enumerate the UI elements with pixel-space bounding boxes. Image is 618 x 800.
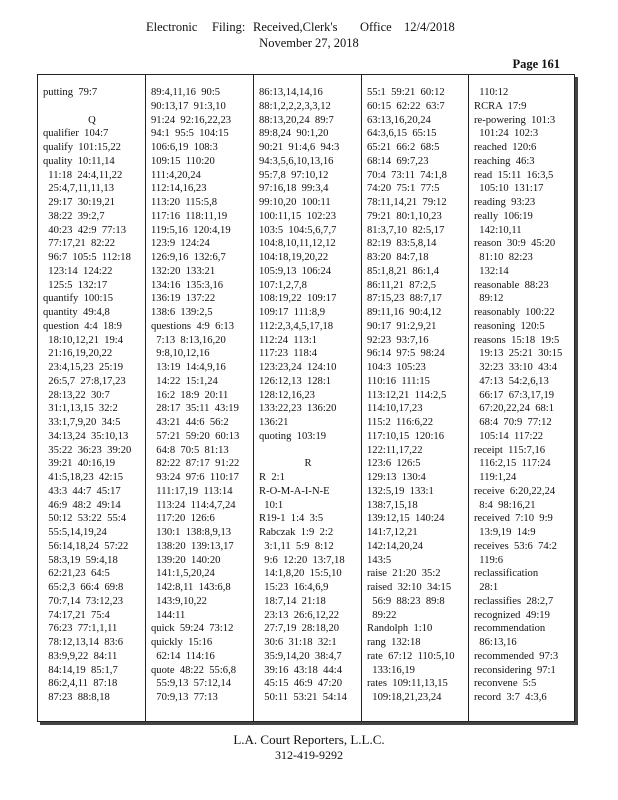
index-entry: 142:10,11 — [474, 224, 522, 236]
index-entry: quickly 15:16 — [151, 637, 213, 648]
index-entry: 96:14 97:5 98:24 — [367, 348, 445, 360]
index-entry: 89:8,24 90:1,20 — [259, 128, 329, 140]
index-entry: 112:2,3,4,5,17,18 — [259, 320, 334, 332]
section-letter: R — [304, 458, 312, 470]
column-divider — [361, 75, 362, 721]
index-entry: Randolph 1:10 — [367, 623, 433, 635]
index-entry: 129:13 130:4 — [367, 472, 426, 483]
index-entry: 23:4,15,23 25:19 — [43, 362, 124, 373]
index-entry: 62:14 114:16 — [151, 650, 215, 662]
index-entry: 142:14,20,24 — [367, 540, 423, 552]
index-entry: 104:8,10,11,12,12 — [259, 238, 336, 250]
index-entry: 141:1,5,20,24 — [151, 568, 215, 580]
index-entry: qualifier 104:7 — [43, 128, 109, 140]
index-entry: 46:9 48:2 49:14 — [43, 499, 121, 511]
index-entry: 95:7,8 97:10,12 — [259, 169, 329, 181]
court-reporter-phone: 312-419-9292 — [275, 748, 343, 762]
index-entry: 128:12,16,23 — [259, 389, 315, 401]
index-entry: 88:1,2,2,2,3,3,12 — [259, 100, 331, 112]
index-entry: 123:9 124:24 — [151, 238, 210, 250]
index-entry: quoting 103:19 — [259, 430, 327, 442]
index-entry: 138:7,15,18 — [367, 499, 418, 511]
index-entry: 132:5,19 133:1 — [367, 485, 434, 497]
index-entry: 63:13,16,20,24 — [367, 114, 431, 126]
index-entry: 43:3 44:7 45:17 — [43, 485, 121, 497]
column-divider — [145, 75, 146, 721]
index-entry: 28:17 35:11 43:19 — [151, 403, 239, 415]
index-entry: 105:9,13 106:24 — [259, 265, 332, 277]
index-entry: 111:4,20,24 — [151, 169, 201, 181]
index-entry: 108:19,22 109:17 — [259, 293, 337, 305]
page-number: Page 161 — [512, 57, 560, 71]
index-entry: 87:23 88:8,18 — [43, 692, 110, 703]
index-entry: 50:11 53:21 54:14 — [259, 692, 347, 703]
index-entry: 94:1 95:5 104:15 — [151, 128, 229, 140]
index-entry: 139:12,15 140:24 — [367, 513, 445, 525]
stamp-office: Office — [360, 20, 392, 34]
index-entry: 13:19 14:4,9,16 — [151, 362, 226, 373]
index-entry: R 2:1 — [259, 472, 285, 483]
index-column-3 — [255, 87, 361, 717]
index-entry: 115:2 116:6,22 — [367, 417, 434, 428]
index-entry: 68:14 69:7,23 — [367, 155, 429, 167]
index-entry: 117:16 118:11,19 — [151, 210, 228, 222]
index-entry: 116:2,15 117:24 — [474, 458, 551, 470]
index-entry: 89:11,16 90:4,12 — [367, 307, 442, 318]
index-entry: 94:3,5,6,10,13,16 — [259, 155, 334, 167]
index-entry: receipt 115:7,16 — [474, 444, 546, 456]
index-entry: putting 79:7 — [43, 87, 98, 98]
index-entry: R-O-M-A-I-N-E — [259, 485, 330, 497]
index-entry: reached 120:6 — [474, 142, 537, 153]
index-entry: 32:23 33:10 43:4 — [474, 362, 557, 373]
index-entry: 100:11,15 102:23 — [259, 210, 337, 222]
index-entry: 28:1 — [474, 582, 499, 593]
index-entry: 143:5 — [367, 554, 392, 566]
index-entry: 109:15 110:20 — [151, 155, 215, 167]
index-entry: 125:5 132:17 — [43, 279, 108, 291]
index-entry: 91:24 92:16,22,23 — [151, 114, 232, 126]
index-entry: 99:10,20 100:11 — [259, 197, 331, 208]
index-entry: 50:12 53:22 55:4 — [43, 513, 126, 525]
index-entry: received 7:10 9:9 — [474, 513, 553, 525]
index-entry: 8:4 98:16,21 — [474, 499, 536, 511]
index-entry: reasoning 120:5 — [474, 320, 545, 332]
index-column-5 — [470, 87, 575, 717]
index-entry: 26:5,7 27:8,17,23 — [43, 375, 126, 387]
index-entry: 105:14 117:22 — [474, 430, 544, 442]
index-entry: reasons 15:18 19:5 — [474, 334, 560, 346]
index-entry: 117:23 118:4 — [259, 348, 318, 360]
index-entry: reasonably 100:22 — [474, 307, 555, 318]
index-entry: 62:21,23 64:5 — [43, 568, 110, 580]
index-entry: 101:24 102:3 — [474, 128, 539, 140]
index-column-4 — [363, 87, 468, 717]
index-entry: 60:15 62:22 63:7 — [367, 100, 445, 112]
index-entry: 65:21 66:2 68:5 — [367, 142, 440, 153]
index-entry: 81:10 82:23 — [474, 252, 533, 263]
index-entry: 110:16 111:15 — [367, 375, 430, 387]
index-entry: 16:2 18:9 20:11 — [151, 389, 229, 401]
index-entry: 130:1 138:8,9,13 — [151, 527, 232, 538]
index-entry: 70:9,13 77:13 — [151, 692, 218, 703]
index-entry: 86:2,4,11 87:18 — [43, 678, 118, 690]
index-entry: 10:1 — [259, 499, 284, 511]
index-entry: raised 32:10 34:15 — [367, 582, 452, 593]
index-entry: 112:24 113:1 — [259, 334, 318, 346]
index-entry: 56:14,18,24 57:22 — [43, 540, 129, 552]
index-entry: 86:11,21 87:2,5 — [367, 279, 437, 291]
index-entry: rates 109:11,13,15 — [367, 678, 448, 690]
index-entry: 64:3,6,15 65:15 — [367, 128, 437, 140]
index-entry: 90:21 91:4,6 94:3 — [259, 142, 340, 153]
index-entry: 86:13,16 — [474, 637, 517, 648]
index-entry: 90:17 91:2,9,21 — [367, 320, 437, 332]
stamp-date: 12/4/2018 — [404, 20, 455, 34]
index-entry: 68:4 70:9 77:12 — [474, 417, 552, 428]
index-entry: quality 10:11,14 — [43, 155, 115, 167]
index-entry: receive 6:20,22,24 — [474, 485, 556, 497]
index-entry: 19:13 25:21 30:15 — [474, 348, 563, 360]
index-entry: 14:1,8,20 15:5,10 — [259, 568, 342, 580]
index-entry: 143:9,10,22 — [151, 595, 207, 607]
word-index-box — [37, 74, 575, 722]
index-entry: 35:9,14,20 38:4,7 — [259, 650, 342, 662]
index-entry: 123:14 124:22 — [43, 265, 113, 277]
index-entry: 117:20 126:6 — [151, 513, 215, 525]
index-entry: 126:12,13 128:1 — [259, 375, 332, 387]
index-entry: 133:22,23 136:20 — [259, 403, 337, 415]
index-entry: 55:9,13 57:12,14 — [151, 678, 232, 690]
index-entry: 78:12,13,14 83:6 — [43, 637, 124, 648]
index-entry: 90:13,17 91:3,10 — [151, 100, 226, 112]
index-entry: 40:23 42:9 77:13 — [43, 224, 126, 236]
index-entry: 119:6 — [474, 554, 504, 566]
index-entry: 39:21 40:16,19 — [43, 458, 116, 470]
index-entry: 70:4 73:11 74:1,8 — [367, 169, 447, 181]
index-entry: questions 4:9 6:13 — [151, 320, 234, 332]
index-entry: receives 53:6 74:2 — [474, 540, 557, 552]
index-entry: 55:5,14,19,24 — [43, 527, 107, 538]
index-entry: reaching 46:3 — [474, 155, 535, 167]
index-entry: record 3:7 4:3,6 — [474, 692, 547, 703]
index-entry: quantify 100:15 — [43, 293, 114, 305]
index-entry: 142:8,11 143:6,8 — [151, 582, 231, 593]
index-entry: 64:8 70:5 81:13 — [151, 444, 229, 456]
index-entry: 74:17,21 75:4 — [43, 609, 110, 621]
index-entry: rate 67:12 110:5,10 — [367, 650, 455, 662]
index-entry: 113:24 114:4,7,24 — [151, 499, 236, 511]
index-entry: 113:12,21 114:2,5 — [367, 389, 447, 401]
index-entry: 133:16,19 — [367, 664, 415, 676]
index-entry: 87:15,23 88:7,17 — [367, 293, 442, 305]
index-entry: 83:9,9,22 84:11 — [43, 650, 118, 662]
index-entry: quote 48:22 55:6,8 — [151, 664, 237, 676]
index-entry: recommendation — [474, 623, 546, 635]
index-entry: reconvene 5:5 — [474, 678, 537, 690]
stamp-electronic: Electronic — [146, 20, 198, 34]
index-entry: 78:11,14,21 79:12 — [367, 197, 447, 208]
index-entry: rang 132:18 — [367, 637, 421, 648]
index-entry: 21:16,19,20,22 — [43, 348, 113, 360]
column-divider — [253, 75, 254, 721]
index-entry: 74:20 75:1 77:5 — [367, 183, 440, 195]
index-entry: 3:1,11 5:9 8:12 — [259, 540, 334, 552]
index-entry: Rabczak 1:9 2:2 — [259, 527, 334, 538]
index-entry: 139:20 140:20 — [151, 554, 221, 566]
index-entry: 134:16 135:3,16 — [151, 279, 224, 291]
section-letter: Q — [88, 114, 96, 126]
index-entry: 7:13 8:13,16,20 — [151, 334, 226, 346]
index-entry: 25:4,7,11,11,13 — [43, 183, 115, 195]
index-entry: recommended 97:3 — [474, 650, 559, 662]
index-entry: 84:14,19 85:1,7 — [43, 664, 118, 676]
index-entry: 47:13 54:2,6,13 — [474, 375, 549, 387]
index-entry: 77:17,21 82:22 — [43, 238, 116, 250]
index-entry: quick 59:24 73:12 — [151, 623, 234, 635]
index-entry: 106:6,19 108:3 — [151, 142, 218, 153]
index-entry: 45:15 46:9 47:20 — [259, 678, 342, 690]
index-entry: 132:20 133:21 — [151, 265, 216, 277]
court-reporter-name: L.A. Court Reporters, L.L.C. — [233, 732, 385, 747]
index-entry: 89:4,11,16 90:5 — [151, 87, 221, 98]
index-entry: 89:22 — [367, 609, 397, 621]
index-entry: 70:7,14 73:12,23 — [43, 595, 124, 607]
index-entry: 110:12 — [474, 87, 509, 98]
index-entry: 141:7,12,21 — [367, 527, 418, 538]
index-entry: 109:17 111:8,9 — [259, 307, 326, 318]
index-entry: re-powering 101:3 — [474, 114, 556, 126]
index-entry: 56:9 88:23 89:8 — [367, 595, 445, 607]
index-entry: 34:13,24 35:10,13 — [43, 430, 129, 442]
index-entry: 39:16 43:18 44:4 — [259, 664, 342, 676]
index-entry: 136:19 137:22 — [151, 293, 216, 305]
stamp-received: Received,Clerk's — [253, 20, 338, 34]
index-entry: R19-1 1:4 3:5 — [259, 513, 324, 525]
index-entry: 119:5,16 120:4,19 — [151, 224, 231, 236]
index-entry: 89:12 — [474, 293, 504, 305]
index-entry: recognized 49:19 — [474, 609, 550, 621]
index-entry: 119:1,24 — [474, 472, 517, 483]
index-entry: 85:1,8,21 86:1,4 — [367, 265, 440, 277]
index-entry: 104:18,19,20,22 — [259, 252, 329, 263]
index-entry: 13:9,19 14:9 — [474, 527, 536, 538]
index-entry: 31:1,13,15 32:2 — [43, 403, 118, 415]
index-entry: 138:20 139:13,17 — [151, 540, 234, 552]
index-column-2 — [147, 87, 253, 717]
index-entry: 144:11 — [151, 609, 186, 621]
index-entry: 35:22 36:23 39:20 — [43, 444, 132, 456]
index-entry: 103:5 104:5,6,7,7 — [259, 224, 337, 236]
index-entry: 11:18 24:4,11,22 — [43, 169, 123, 181]
index-entry: 18:10,12,21 19:4 — [43, 334, 124, 346]
index-entry: 111:17,19 113:14 — [151, 485, 233, 497]
index-entry: 9:6 12:20 13:7,18 — [259, 554, 345, 566]
index-entry: 55:1 59:21 60:12 — [367, 87, 445, 98]
index-entry: 93:24 97:6 110:17 — [151, 472, 239, 483]
index-entry: reclassification — [474, 568, 539, 580]
index-entry: 66:17 67:3,17,19 — [474, 389, 555, 401]
index-entry: 83:20 84:7,18 — [367, 252, 429, 263]
index-entry: 82:22 87:17 91:22 — [151, 458, 240, 470]
index-entry: 67:20,22,24 68:1 — [474, 403, 555, 415]
index-entry: 105:10 131:17 — [474, 183, 544, 195]
index-entry: 23:13 26:6,12,22 — [259, 609, 340, 621]
index-entry: 81:3,7,10 82:5,17 — [367, 224, 445, 236]
index-entry: 41:5,18,23 42:15 — [43, 472, 124, 483]
index-entry: 38:22 39:2,7 — [43, 210, 105, 222]
index-entry: reconsidering 97:1 — [474, 664, 556, 676]
index-entry: 97:16,18 99:3,4 — [259, 183, 329, 195]
index-entry: 113:20 115:5,8 — [151, 197, 218, 208]
index-entry: reclassifies 28:2,7 — [474, 595, 554, 607]
index-entry: 138:6 139:2,5 — [151, 307, 213, 318]
index-entry: 112:14,16,23 — [151, 183, 207, 195]
index-entry: question 4:4 18:9 — [43, 320, 122, 332]
index-entry: 27:7,19 28:18,20 — [259, 623, 340, 635]
index-entry: 96:7 105:5 112:18 — [43, 252, 131, 263]
index-entry: 43:21 44:6 56:2 — [151, 417, 229, 428]
stamp-filing: Filing: — [212, 20, 246, 34]
index-entry: 109:18,21,23,24 — [367, 692, 442, 703]
index-entry: 123:6 126:5 — [367, 458, 421, 470]
index-column-1 — [39, 87, 145, 717]
index-entry: 104:3 105:23 — [367, 362, 426, 373]
index-entry: 9:8,10,12,16 — [151, 348, 210, 360]
index-entry: really 106:19 — [474, 210, 533, 222]
index-entry: 15:23 16:4,6,9 — [259, 582, 329, 593]
index-entry: 65:2,3 66:4 69:8 — [43, 582, 124, 593]
index-entry: 33:1,7,9,20 34:5 — [43, 417, 121, 428]
index-entry: 123:23,24 124:10 — [259, 362, 337, 373]
index-entry: reading 93:23 — [474, 197, 536, 208]
index-entry: 114:10,17,23 — [367, 403, 423, 415]
index-entry: read 15:11 16:3,5 — [474, 169, 554, 181]
index-entry: 57:21 59:20 60:13 — [151, 430, 240, 442]
index-entry: 86:13,14,14,16 — [259, 87, 323, 98]
index-entry: reason 30:9 45:20 — [474, 238, 556, 250]
index-entry: 76:23 77:1,1,11 — [43, 623, 118, 635]
index-entry: 122:11,17,22 — [367, 444, 423, 456]
index-entry: 136:21 — [259, 417, 289, 428]
transcript-date: November 27, 2018 — [259, 36, 359, 50]
index-entry: 28:13,22 30:7 — [43, 389, 110, 401]
index-entry: 58:3,19 59:4,18 — [43, 554, 118, 566]
index-entry: 14:22 15:1,24 — [151, 375, 218, 387]
index-entry: 30:6 31:18 32:1 — [259, 637, 337, 648]
index-entry: 132:14 — [474, 265, 509, 277]
index-entry: quantity 49:4,8 — [43, 307, 110, 318]
index-entry: 18:7,14 21:18 — [259, 595, 326, 607]
index-entry: 29:17 30:19,21 — [43, 197, 116, 208]
index-entry: qualify 101:15,22 — [43, 142, 121, 153]
column-divider — [468, 75, 469, 721]
index-entry: 107:1,2,7,8 — [259, 279, 307, 291]
index-entry: RCRA 17:9 — [474, 100, 527, 112]
index-entry: 92:23 93:7,16 — [367, 334, 429, 346]
index-entry: 88:13,20,24 89:7 — [259, 114, 334, 126]
index-entry: raise 21:20 35:2 — [367, 568, 441, 580]
index-entry: 126:9,16 132:6,7 — [151, 252, 226, 263]
index-entry: 117:10,15 120:16 — [367, 430, 445, 442]
index-entry: 79:21 80:1,10,23 — [367, 210, 442, 222]
index-entry: reasonable 88:23 — [474, 279, 549, 291]
index-entry: 82:19 83:5,8,14 — [367, 238, 437, 250]
